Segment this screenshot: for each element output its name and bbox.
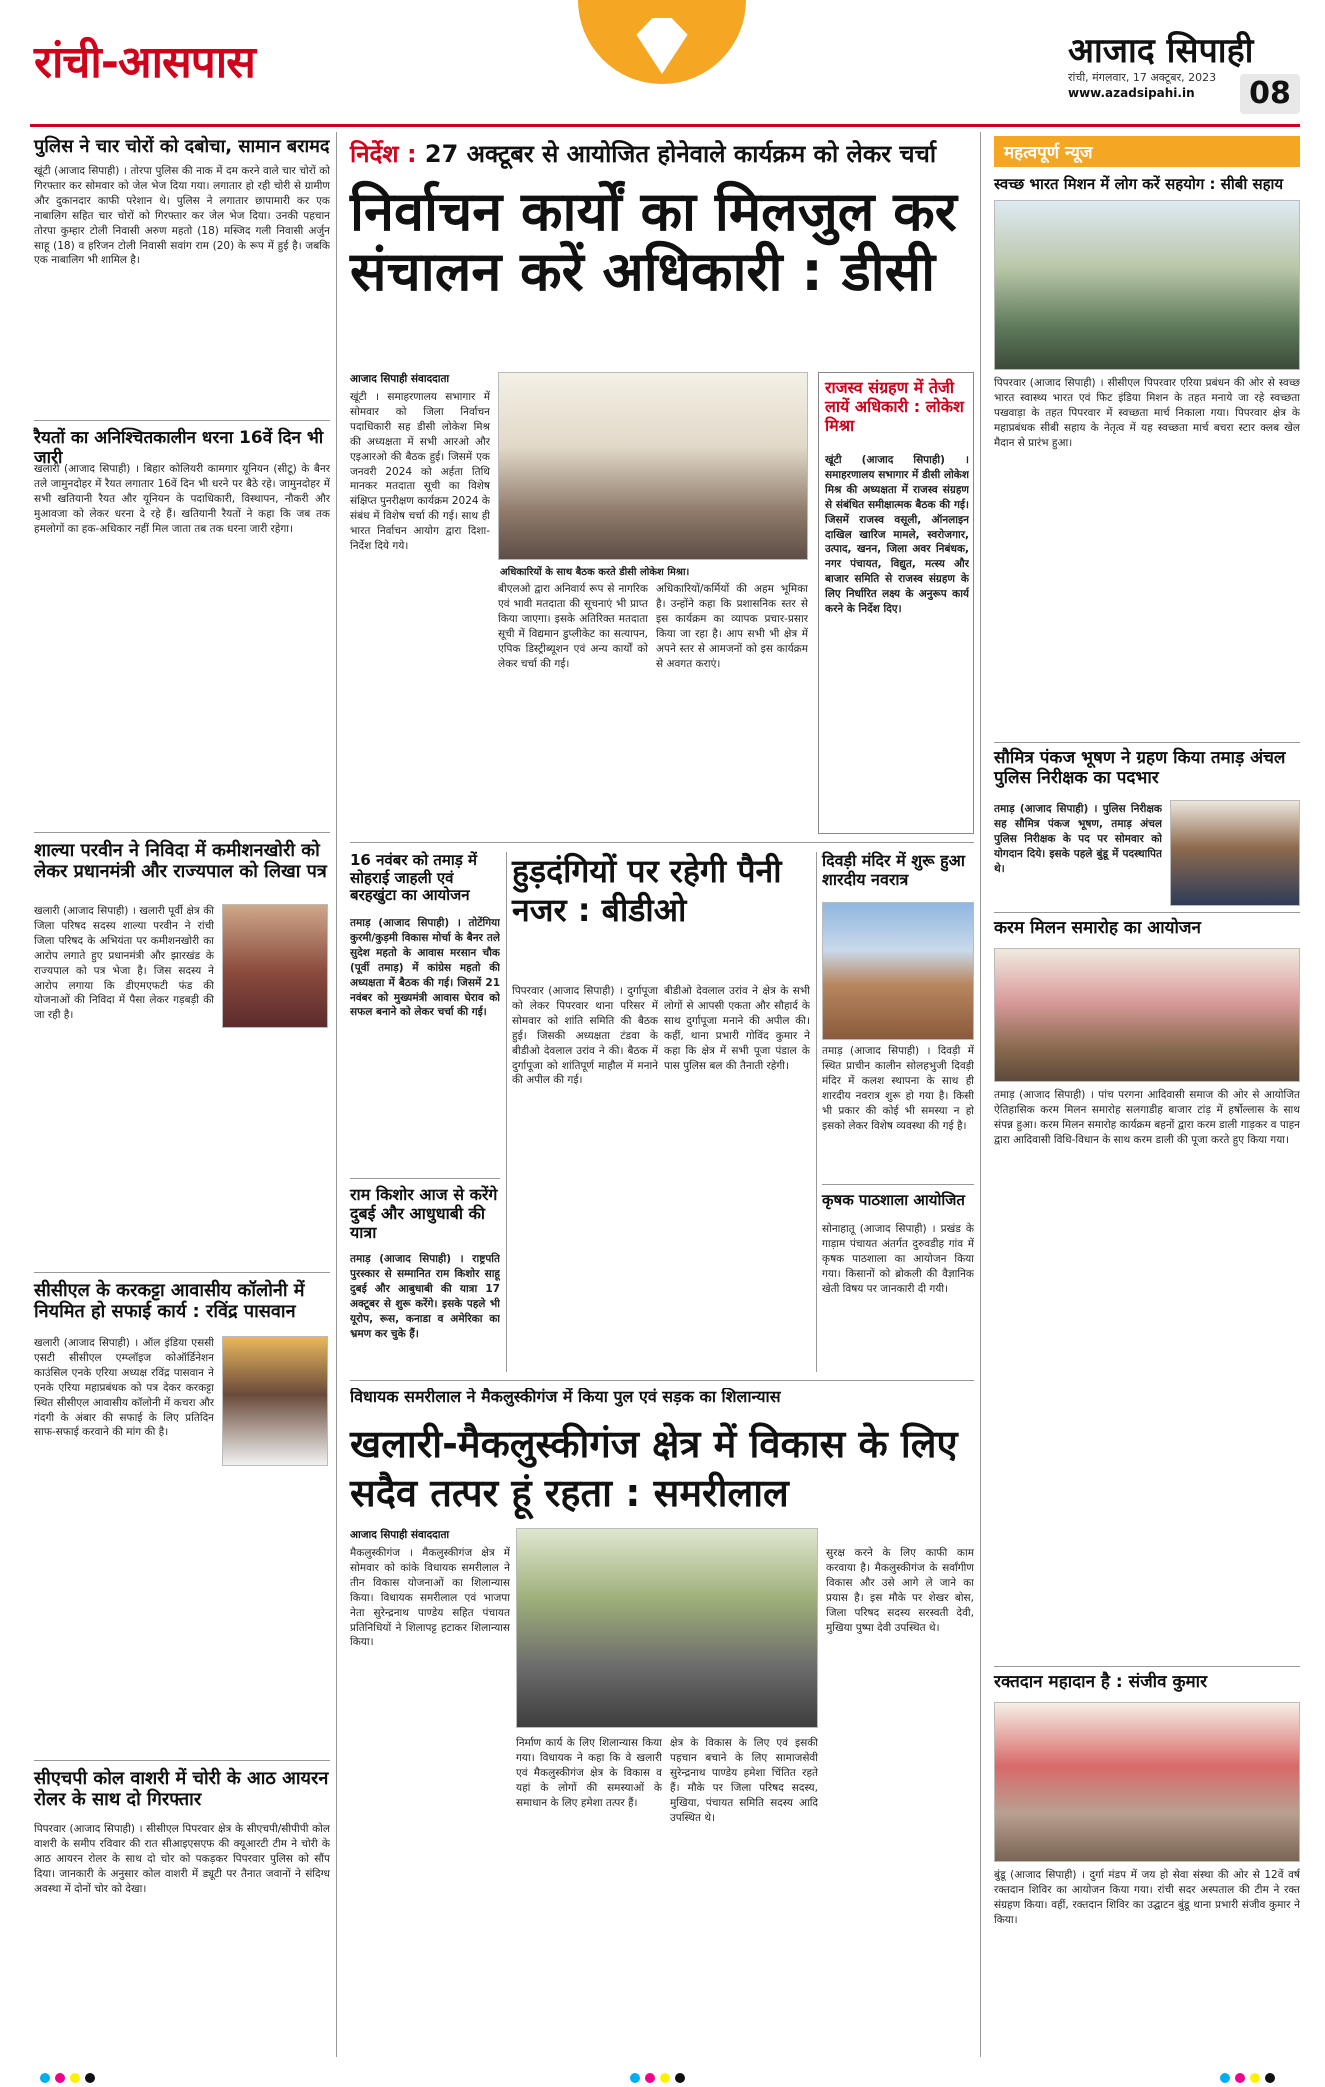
kicker-label: निर्देश : xyxy=(350,140,417,168)
article-karam-milan: तमाड़ (आजाद सिपाही) । पांच परगना आदिवासी समाज की ओर से आयोजित ऐतिहासिक करम मिलन समारोह सलगाडीह बाजार टांड़ में हर्षोल्लास के साथ संपन्न हुआ। करम मिलन समारोह कार्यक्रम बहनों द्वारा करम डाली गाड़कर व पाहन द्वारा आदिवासी विधि-विधान के साथ करम डाली की पूजा करते हुए किया गया। xyxy=(994,1089,1300,1146)
divider xyxy=(34,420,330,421)
article-mla-body-3: क्षेत्र के विकास के लिए एवं इसकी पहचान बचाने के लिए सामाजसेवी सुरेन्द्रनाथ पाण्डेय हमेशा चिंतित रहते हैं। मौके पर जिला परिषद सदस्य, मुखिया, पंचायत समिति सदस्य आदि उपस्थित थे। xyxy=(670,1737,818,1824)
newspaper-name: आजाद सिपाही xyxy=(1068,31,1254,71)
article-hooligans-continued: बीडीओ देवलाल उरांव ने क्षेत्र के सभी लोगों से आपसी एकता और सौहार्द के साथ दुर्गापूजा मनाने की अपील की। कहीं, थाना प्रभारी गोविंद कुमार ने कहा कि क्षेत्र में सभी पूजा पंडाल के पास पुलिस बल की तैनाती रहेगी। xyxy=(664,985,810,1072)
divider xyxy=(822,1184,974,1185)
blood-donation-photo xyxy=(994,1702,1300,1862)
article-body-column-3: अधिकारियों/कर्मियों की अहम भूमिका है। उन्होंने कहा कि प्रशासनिक स्तर से इस कार्यक्रम का व्यापक प्रचार-प्रसार किया जा रहा है। आप सभी भी क्षेत्र में अपने स्तर से आमजनों को इस कार्यक्रम से अवगत कराएं। xyxy=(656,583,808,670)
portrait-photo xyxy=(222,1336,328,1466)
article-hooligans: पिपरवार (आजाद सिपाही) । दुर्गापूजा को लेकर पिपरवार थाना परिसर में सोमवार को शांति समिति की बैठक हुई। जिसकी अध्यक्षता टंडवा के बीडीओ देवलाल उरांव ने की। बैठक में दुर्गापूजा को शांतिपूर्ण माहौल में मनाने की अपील की गई। xyxy=(512,985,658,1087)
headline-thieves-arrested: पुलिस ने चार चोरों को दबोचा, सामान बरामद xyxy=(34,136,330,157)
article-blood-donation: बुंडू (आजाद सिपाही) । दुर्गा मंडप में जय हो सेवा संस्था की ओर से 12वें वर्ष रक्तदान शिविर का आयोजन किया गया। रांची सदर अस्पताल की टीम ने रक्त संग्रहण किया। वहीं, रक्तदान शिविर का उद्घाटन बुंडू थाना प्रभारी संजीव कुमार ने किया। xyxy=(994,1869,1300,1926)
meeting-photo xyxy=(498,372,808,560)
yellow-dot-icon xyxy=(1250,2073,1260,2083)
byline: आजाद सिपाही संवाददाता xyxy=(350,373,450,385)
byline: आजाद सिपाही संवाददाता xyxy=(350,1529,450,1541)
article-ccl-cleaning: खलारी (आजाद सिपाही) । ऑल इंडिया एससी एसटी सीसीएल एम्प्लॉइज कोऑर्डिनेशन काउंसिल एनके एरिया अध्यक्ष रविंद्र पासवान ने एनके एरिया महाप्रबंधक को पत्र देकर करकट्टा स्थित सीसीएल आवासीय कॉलोनी में कचरा और गंदगी के अंबार की सफाई के लिए प्रतिदिन साफ-सफाई करवाने की मांग की है। xyxy=(34,1337,214,1439)
column-divider xyxy=(506,852,507,1372)
cyan-dot-icon xyxy=(630,2073,640,2083)
magenta-dot-icon xyxy=(55,2073,65,2083)
revenue-sidebar-box xyxy=(818,372,974,834)
headline-dharna: रैयतों का अनिश्चितकालीन धरना 16वें दिन भी जारी xyxy=(34,428,324,469)
inspector-photo xyxy=(1170,800,1300,906)
kicker-text: 27 अक्टूबर से आयोजित होनेवाले कार्यक्रम को लेकर चर्चा xyxy=(424,140,937,168)
section-title: रांची-आसपास xyxy=(34,37,255,88)
headline-karam-milan: करम मिलन समारोह का आयोजन xyxy=(994,918,1201,938)
cleanliness-march-photo xyxy=(994,200,1300,370)
divider xyxy=(350,1178,500,1179)
page-number: 08 xyxy=(1240,74,1300,114)
headline-ccl-cleaning: सीसीएल के करकट्टा आवासीय कॉलोनी में नियमित हो सफाई कार्य : रविंद्र पासवान xyxy=(34,1280,305,1323)
headline-hooligans: हुड़दंगियों पर रहेगी पैनी नजर : बीडीओ xyxy=(512,852,782,930)
magenta-dot-icon xyxy=(645,2073,655,2083)
article-commission-letter-continued xyxy=(34,1058,330,1268)
headline-dubai-trip: राम किशोर आज से करेंगे दुबई और आधुधाबी की यात्रा xyxy=(350,1185,498,1242)
article-mla-body-1: मैकलुस्कीगंज । मैकलुस्कीगंज क्षेत्र में सोमवार को कांके विधायक समरीलाल ने तीन विकास योजनाओं का शिलान्यास किया। विधायक समरीलाल एवं भाजपा नेता सुरेन्द्रनाथ पाण्डेय सहित पंचायत प्रतिनिधियों ने शिलापट्ट हटाकर शिलान्यास किया। xyxy=(350,1547,510,1649)
meeting-photo-caption: अधिकारियों के साथ बैठक करते डीसी लोकेश मिश्रा। xyxy=(500,567,690,578)
divider xyxy=(350,1380,974,1381)
magenta-dot-icon xyxy=(1235,2073,1245,2083)
cyan-dot-icon xyxy=(40,2073,50,2083)
cyan-dot-icon xyxy=(1220,2073,1230,2083)
top-divider xyxy=(30,124,1300,127)
masthead xyxy=(0,0,1325,128)
headline-iron-roller-theft: सीएचपी कोल वाशरी में चोरी के आठ आयरन रोलर के साथ दो गिरफ्तार xyxy=(34,1768,329,1811)
article-mla-body-4: सुरक्ष करने के लिए काफी काम करवाया है। मैकलुस्कीगंज के सर्वांगीण विकास और उसे आगे ले जाने का प्रयास है। इस मौके पर शेखर बोस, जिला परिषद सदस्य सरस्वती देवी, मुखिया पुष्पा देवी उपस्थित थे। xyxy=(826,1547,974,1634)
column-divider xyxy=(980,132,981,2057)
print-registration-marks xyxy=(0,2060,1325,2087)
headline-krishak-pathshala: कृषक पाठशाला आयोजित xyxy=(822,1191,965,1209)
divider xyxy=(994,742,1300,743)
kicker-mla: विधायक समरीलाल ने मैकलुस्कीगंज में किया पुल एवं सड़क का शिलान्यास xyxy=(350,1388,781,1406)
yellow-dot-icon xyxy=(660,2073,670,2083)
headline-mla: खलारी-मैकलुस्कीगंज क्षेत्र में विकास के लिए सदैव तत्पर हूं रहता : समरीलाल xyxy=(350,1422,958,1516)
article-krishak-pathshala: सोनाहातू (आजाद सिपाही) । प्रखंड के गाड़ाम पंचायत अंतर्गत दुरुवडीह गांव में कृषक पाठशाला का आयोजन किया गया। किसानों को ब्रोकली की वैज्ञानिक खेती विषय पर जानकारी दी गयी। xyxy=(822,1223,974,1295)
kicker-line xyxy=(350,140,970,168)
headline-police-inspector: सौमित्र पंकज भूषण ने ग्रहण किया तमाड़ अंचल पुलिस निरीक्षक का पदभार xyxy=(994,748,1286,789)
black-dot-icon xyxy=(675,2073,685,2083)
article-sohrai: तमाड़ (आजाद सिपाही) । तोटेंगिया कुरमी/कुड़मी विकास मोर्चा के बैनर तले सुदेश महतो के आवास मरसान चौक (पूर्वी तमाड़) में कांग्रेस महतो की अध्यक्षता में बैठक की गई। जिसमें 21 नवंबर को मुख्यमंत्री आवास घेराव को सफल बनाने को लेकर चर्चा की गई। xyxy=(350,917,500,1019)
column-divider xyxy=(816,852,817,1372)
article-iron-roller-theft: पिपरवार (आजाद सिपाही) । सीसीएल पिपरवार क्षेत्र के सीएचपी/सीपीपी कोल वाशरी के समीप रविवार की रात सीआइएसएफ की क्यूआरटी टीम ने चोरी के आठ आयरन रोलर के साथ दो चोर को पकड़कर पिपरवार पुलिस को सौंप दिया। जानकारी के अनुसार कोल वाशरी में ड्यूटी पर तैनात जवानों ने संदिग्ध अवस्था में दोनों चोर को देखा। xyxy=(34,1823,330,1895)
revenue-sidebar-headline: राजस्व संग्रहण में तेजी लायें अधिकारी : लोकेश मिश्रा xyxy=(825,378,964,435)
revenue-sidebar-body: खूंटी (आजाद सिपाही) । समाहरणालय सभागार में डीसी लोकेश मिश्र की अध्यक्षता में राजस्व संग्रहण से संबंधित समीक्षात्मक बैठक की गई। जिसमें राजस्व वसूली, ऑनलाइन दाखिल खारिज मामले, स्वरोजगार, उत्पाद, खनन, जिला अवर निबंधक, नगर पंचायत, विद्युत, मत्स्य और बाजार समिति से राजस्व संग्रहण के लिए निर्धारित लक्ष्य के अनुरूप कार्य करने के निर्देश दिए। xyxy=(825,454,969,616)
headline-commission-letter: शाल्या परवीन ने निविदा में कमीशनखोरी को लेकर प्रधानमंत्री और राज्यपाल को लिखा पत्र xyxy=(34,840,327,883)
issue-date: रांची, मंगलवार, 17 अक्टूबर, 2023 xyxy=(1068,71,1217,84)
yellow-dot-icon xyxy=(70,2073,80,2083)
article-navratri: तमाड़ (आजाद सिपाही) । दिवड़ी में स्थित प्राचीन कालीन सोलहभुजी दिवड़ी मंदिर में कलश स्थापना के साथ ही शारदीय नवरात्र शुरू हो गया है। किसी भी प्रकार की कोई भी समस्या न हो इसको लेकर विशेष व्यवस्था की गई है। xyxy=(822,1045,974,1132)
black-dot-icon xyxy=(1265,2073,1275,2083)
article-police-inspector: तमाड़ (आजाद सिपाही) । पुलिस निरीक्षक सह सौमित्र पंकज भूषण, तमाड़ अंचल पुलिस निरीक्षक के पद पर सोमवार को योगदान दिये। इसके पहले बुंडू में पदस्थापित थे। xyxy=(994,803,1162,875)
headline-navratri: दिवड़ी मंदिर में शुरू हुआ शारदीय नवरात्र xyxy=(822,851,966,889)
headline-blood-donation: रक्तदान महादान है : संजीव कुमार xyxy=(994,1672,1208,1692)
divider xyxy=(34,1760,330,1761)
divider xyxy=(34,832,330,833)
headline-sohrai: 16 नवंबर को तमाड़ में सोहराई जाहली एवं बरहखुंटा का आयोजन xyxy=(350,851,477,905)
divider xyxy=(350,842,974,843)
article-swachh-bharat: पिपरवार (आजाद सिपाही) । सीसीएल पिपरवार एरिया प्रबंधन की ओर से स्वच्छ भारत स्वास्थ्य भारत एवं फिट इंडिया मिशन के तहत मनाये जा रहे स्वच्छता पखवाड़ा के तहत पिपरवार में स्वच्छता मार्च निकाला गया। पिपरवार क्षेत्र के महाप्रबंधक सीबी सहाय के नेतृत्व में यह स्वच्छता मार्च बचरा स्टार क्लब खेल मैदान से प्रारंभ हुआ। xyxy=(994,377,1300,449)
pen-nib-logo-icon xyxy=(578,0,746,84)
karam-milan-photo xyxy=(994,948,1300,1082)
headline-swachh-bharat: स्वच्छ भारत मिशन में लोग करें सहयोग : सीबी सहाय xyxy=(994,175,1284,193)
temple-photo xyxy=(822,902,974,1040)
main-headline: निर्वाचन कार्यों का मिलजुल कर संचालन करें अधिकारी : डीसी xyxy=(350,180,957,304)
article-dharna: खलारी (आजाद सिपाही) । बिहार कोलियरी कामगार यूनियन (सीटू) के बैनर तले जामुनदोहर में रैयत लगातार 16वें दिन भी धरने पर बैठे रहे। जामुनदोहर में सभी खतियानी रैयत और यूनियन के पदाधिकारी, विस्थापन, नौकरी और मुआवजा को लेकर धरना दे रहे हैं। खतियानी रैयतों ने कहा कि जब तक हमलोगों का हक-अधिकार नहीं मिल जाता तब तक धरना जारी रहेगा। xyxy=(34,463,330,535)
article-dubai-trip: तमाड़ (आजाद सिपाही) । राष्ट्रपति पुरस्कार से सम्मानित राम किशोर साहू दुबई और आबुधाबी की यात्रा 17 अक्टूबर से शुरू करेंगे। इसके पहले भी यूरोप, रूस, कनाडा व अमेरिका का भ्रमण कर चुके हैं। xyxy=(350,1253,500,1340)
divider xyxy=(34,1272,330,1273)
black-dot-icon xyxy=(85,2073,95,2083)
website-link[interactable]: www.azadsipahi.in xyxy=(1068,86,1195,100)
portrait-photo xyxy=(222,904,328,1028)
article-body-column-2: बीएलओ द्वारा अनिवार्य रूप से नागरिक एवं भावी मतदाता की सूचनाएं भी प्राप्त किया जाएगा। इसके अतिरिक्त मतदाता सूची में विद्यमान डुप्लीकेट का सत्यापन, एपिक डिस्ट्रीब्यूशन एवं अन्य कार्यों को लेकर चर्चा की गई। xyxy=(498,583,648,670)
article-thieves-arrested: खूंटी (आजाद सिपाही) । तोरपा पुलिस की नाक में दम करने वाले चार चोरों को गिरफ्तार कर सोमवार को जेल भेज दिया गया। लगातार हो रही चोरी से ग्रामीण और दुकानदार काफी परेशान थे। पुलिस ने लगातार छापामारी कर एक नाबालिग सहित चार चोरों को गिरफ्तार कर जेल भेज दिया। उनकी पहचान तोरपा कुम्हार टोली निवासी अरुण महतो (18) मस्जिद गली निवासी अर्जुन साहू (18) व हरिजन टोली निवासी सवांग राम (20) के रूप में हुई है। जबकि एक नाबालिग भी शामिल है। xyxy=(34,165,330,267)
main-article-body: खूंटी । समाहरणालय सभागार में सोमवार को जिला निर्वाचन पदाधिकारी सह डीसी लोकेश मिश्र की अध्यक्षता में सभी आरओ और एइआरओ की बैठक हुई। जिसमें एक जनवरी 2024 को अर्हता तिथि मानकर मतदाता सूची का विशेष संक्षिप्त पुनरीक्षण कार्यक्रम 2024 के संबंध में विशेष चर्चा की गई। साथ ही भारत निर्वाचन आयोग द्वारा दिशा-निर्देश दिये गये। xyxy=(350,391,490,553)
article-commission-letter: खलारी (आजाद सिपाही) । खलारी पूर्वी क्षेत्र की जिला परिषद सदस्य शाल्या परवीन ने रांची जिला परिषद के अभियंता पर कमीशनखोरी का आरोप लगाते हुए प्रधानमंत्री और झारखंड के राज्यपाल को पत्र भेजा है। जिस सदस्य ने आरोप लगाया कि डीएमएफटी फंड की योजनाओं की निविदा में पैसा लेकर गड़बड़ी की जा रही है। xyxy=(34,905,214,1022)
divider xyxy=(994,1666,1300,1667)
column-divider xyxy=(336,132,337,2057)
foundation-stone-photo xyxy=(516,1528,818,1728)
important-news-header: महत्वपूर्ण न्यूज xyxy=(994,136,1300,167)
divider xyxy=(994,912,1300,913)
article-mla-body-2: निर्माण कार्य के लिए शिलान्यास किया गया। विधायक ने कहा कि वे खलारी एवं मैकलुस्कीगंज क्षेत्र के विकास व यहां के लोगों की समस्याओं के समाधान के लिए हमेशा तत्पर हैं। xyxy=(516,1737,662,1809)
